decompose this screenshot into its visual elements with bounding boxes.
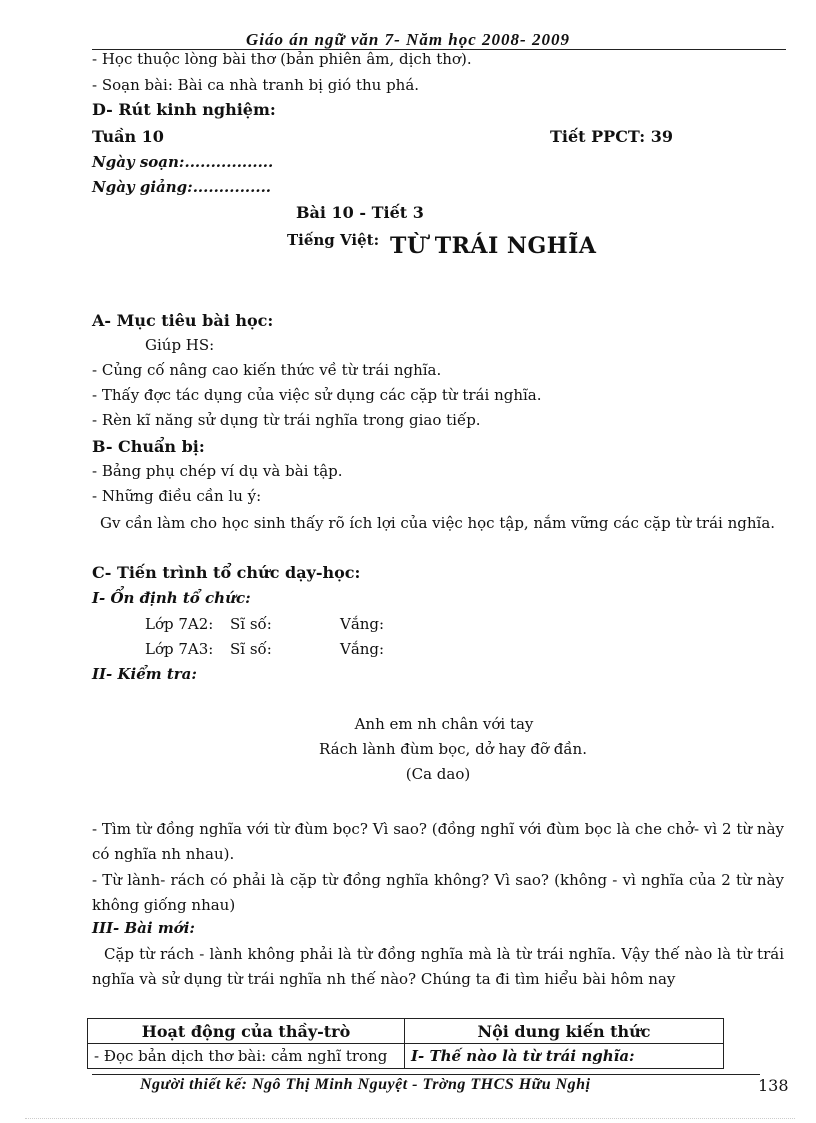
class-1-name: Lớp 7A2:: [145, 615, 214, 633]
ngay-giang-label: Ngày giảng:...............: [92, 178, 272, 196]
b-item-1: - Bảng phụ chép ví dụ và bài tập.: [92, 462, 343, 480]
bai-label: Bài 10 - Tiết 3: [296, 203, 424, 222]
section-a-heading: A- Mục tiêu bài học:: [92, 311, 274, 330]
tiet-ppct-label: Tiết PPCT: 39: [550, 127, 673, 146]
lesson-table: [87, 1018, 724, 1069]
b-item-2: - Những điều cần lu ý:: [92, 487, 262, 505]
a-item-2: - Thấy đợc tác dụng của việc sử dụng các cặp từ trái nghĩa.: [92, 386, 542, 404]
page-number: 138: [758, 1076, 789, 1095]
a-item-3: - Rèn kĩ năng sử dụng từ trái nghĩa trong giao tiếp.: [92, 411, 481, 429]
rut-kinh-nghiem-heading: D- Rút kinh nghiệm:: [92, 100, 276, 119]
question-2: - Từ lành- rách có phải là cặp từ đồng nghĩa không? Vì sao? (không - vì nghĩa của 2 từ này không giống nhau): [92, 871, 784, 914]
table-row: [88, 1044, 724, 1069]
b-paragraph: Gv cần làm cho học sinh thấy rõ ích lợi của việc học tập, nắm vững các cặp từ trái nghĩa.: [100, 514, 776, 532]
class-1-vang: Vắng:: [340, 615, 385, 633]
tieng-viet-label: Tiếng Việt:: [287, 231, 380, 249]
a-item-1: - Củng cố nâng cao kiến thức về từ trái nghĩa.: [92, 361, 442, 379]
poem-line-2: Rách lành đùm bọc, dở hay đỡ đần.: [319, 740, 587, 758]
ngay-soan-label: Ngày soạn:.................: [92, 153, 274, 171]
question-1: - Tìm từ đồng nghĩa với từ đùm bọc? Vì sao? (đồng nghĩ với đùm bọc là che chở- vì 2 từ này có nghĩa nh nhau).: [92, 820, 784, 863]
c2-heading: II- Kiểm tra:: [92, 665, 197, 683]
table-header-teacher: Hoạt động của thầy-trò: [88, 1019, 405, 1044]
poem-source: (Ca dao): [405, 765, 471, 783]
tuan-label: Tuần 10: [92, 127, 164, 146]
footer-rule: [92, 1074, 760, 1075]
giup-hs: Giúp HS:: [145, 336, 215, 354]
page-header: Giáo án ngữ văn 7- Năm học 2008- 2009: [246, 30, 570, 49]
poem-line-1: Anh em nh chân với tay: [354, 715, 534, 733]
table-cell-activity: - Đọc bản dịch thơ bài: cảm nghĩ trong: [88, 1044, 405, 1069]
class-1-siso: Sĩ số:: [230, 615, 272, 633]
section-b-heading: B- Chuẩn bị:: [92, 437, 205, 456]
table-header-content: Nội dung kiến thức: [405, 1019, 724, 1044]
class-2-vang: Vắng:: [340, 640, 385, 658]
c1-heading: I- Ổn định tổ chức:: [92, 589, 251, 607]
page-footer: Người thiết kế: Ngô Thị Minh Nguyệt - Trờng THCS Hữu Nghị: [140, 1076, 591, 1093]
c3-heading: III- Bài mới:: [92, 919, 195, 937]
section-c-heading: C- Tiến trình tổ chức dạy-học:: [92, 563, 361, 582]
intro-paragraph: Cặp từ rách - lành không phải là từ đồng nghĩa mà là từ trái nghĩa. Vậy thế nào là từ trái nghĩa và sử dụng từ trái nghĩa nh thế nào? Chúng ta đi tìm hiểu bài hôm nay: [92, 945, 784, 988]
table-cell-content: I- Thế nào là từ trái nghĩa:: [405, 1044, 724, 1069]
class-2-name: Lớp 7A3:: [145, 640, 214, 658]
prev-line-1: - Học thuộc lòng bài thơ (bản phiên âm, dịch thơ).: [92, 50, 472, 68]
page-bottom-divider: [25, 1118, 795, 1119]
lesson-title: TỪ TRÁI NGHĨA: [390, 233, 597, 259]
class-2-siso: Sĩ số:: [230, 640, 272, 658]
prev-line-2: - Soạn bài: Bài ca nhà tranh bị gió thu phá.: [92, 76, 420, 94]
table-header-row: [88, 1019, 724, 1044]
